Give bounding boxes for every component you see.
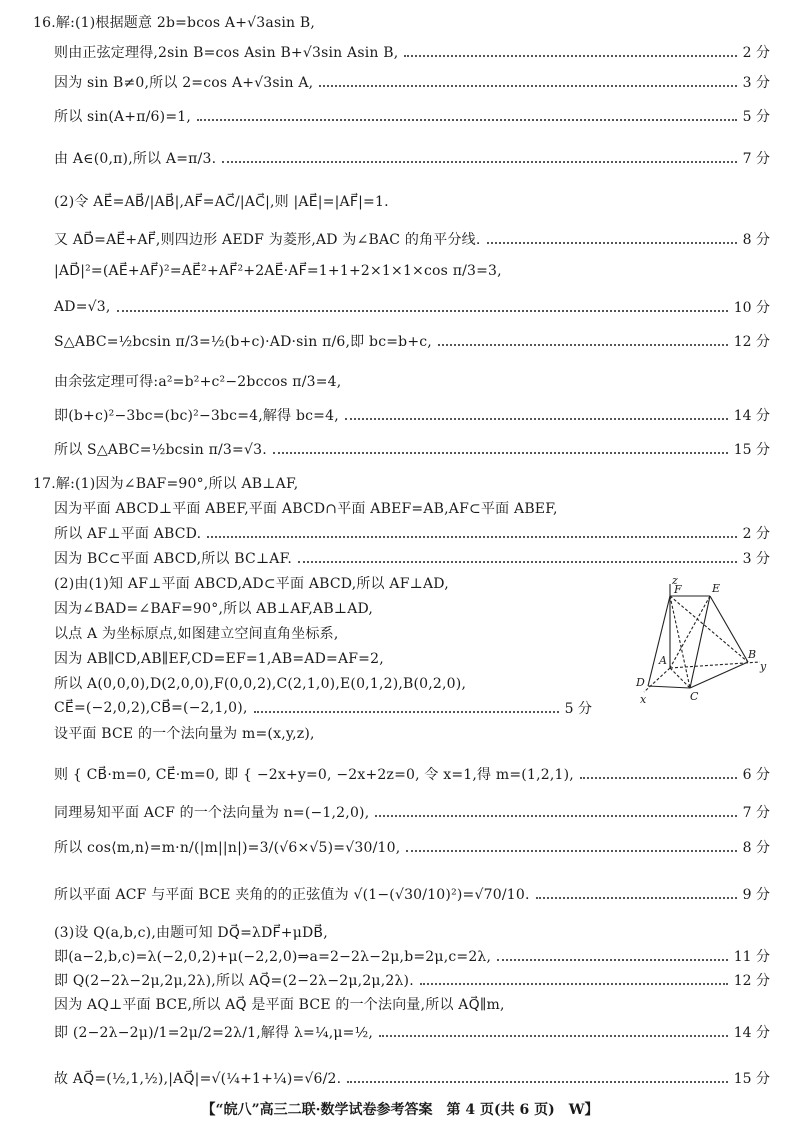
score-points: 14 分 <box>733 1025 770 1041</box>
leader-dots <box>345 417 728 420</box>
solution-line: 同理易知平面 ACF 的一个法向量为 n=(−1,2,0), 7 分 <box>54 802 770 822</box>
solution-line: 故 AQ⃗=(½,1,½),|AQ⃗|=√(¼+1+¼)=√6/2. 15 分 <box>54 1068 770 1088</box>
leader-dots <box>487 241 737 244</box>
solution-line: 即 (2−2λ−2μ)/1=2μ/2=2λ/1,解得 λ=¼,μ=½, 14 分 <box>54 1022 770 1042</box>
label-e: E <box>712 582 721 595</box>
score-points: 12 分 <box>733 973 770 989</box>
score-points: 5 分 <box>742 109 770 125</box>
leader-dots <box>536 896 737 899</box>
solution-line: |AD⃗|²=(AE⃗+AF⃗)²=AE⃗²+AF⃗²+2AE⃗·AF⃗=1+1+2×1×1×cos π/3=3, <box>54 263 502 279</box>
score-points: 14 分 <box>733 408 770 424</box>
leader-dots <box>117 309 728 312</box>
leader-dots <box>273 451 728 454</box>
solution-line: AD=√3, 10 分 <box>54 299 770 316</box>
edge-cb <box>690 662 748 688</box>
solution-line: 又 AD⃗=AE⃗+AF⃗,则四边形 AEDF 为菱形,AD 为∠BAC 的角平分线. 8 分 <box>54 229 770 249</box>
edge-ac <box>670 668 690 688</box>
label-a: A <box>659 654 667 667</box>
leader-dots <box>222 160 736 163</box>
solution-line: 所以平面 ACF 与平面 BCE 夹角的的正弦值为 √(1−(√30/10)²)=√70/10. 9 分 <box>54 884 770 904</box>
leader-dots <box>420 982 728 985</box>
leader-dots <box>438 343 728 346</box>
solution-line: 所以 AF⊥平面 ABCD. 2 分 <box>54 523 770 543</box>
leader-dots <box>406 849 736 852</box>
solution-line: S△ABC=½bcsin π/3=½(b+c)·AD·sin π/6,即 bc=b+c, 12 分 <box>54 331 770 351</box>
score-points: 2 分 <box>742 45 770 61</box>
leader-dots <box>254 710 559 713</box>
score-points: 7 分 <box>742 151 770 167</box>
x-axis <box>644 668 670 692</box>
solution-line: (3)设 Q(a,b,c),由题可知 DQ⃗=λDF⃗+μDB⃗, <box>54 925 328 941</box>
score-points: 6 分 <box>742 767 770 783</box>
label-x: x <box>640 693 647 706</box>
score-points: 9 分 <box>742 887 770 903</box>
label-c: C <box>690 690 699 703</box>
edge-ea <box>670 596 710 668</box>
solution-line: 所以 A(0,0,0),D(2,0,0),F(0,0,2),C(2,1,0),E(0,1,2),B(0,2,0), <box>54 676 467 692</box>
score-points: 10 分 <box>733 300 770 316</box>
score-points: 3 分 <box>742 551 770 567</box>
leader-dots <box>197 118 737 121</box>
edge-ec <box>690 596 710 688</box>
solution-line: 则 { CB⃗·m=0, CE⃗·m=0, 即 { −2x+y=0, −2x+2z=0, 令 x=1,得 m=(1,2,1), 6 分 <box>54 764 770 784</box>
leader-dots <box>379 1034 728 1037</box>
solution-line: 因为 BC⊂平面 ABCD,所以 BC⊥AF. 3 分 <box>54 548 770 568</box>
score-points: 8 分 <box>742 232 770 248</box>
edge-eb <box>710 596 748 662</box>
solution-line: 所以 cos⟨m,n⟩=m·n/(|m||n|)=3/(√6×√5)=√30/10, 8 分 <box>54 837 770 857</box>
solution-line: 因为 AB∥CD,AB∥EF,CD=EF=1,AB=AD=AF=2, <box>54 651 384 667</box>
solution-line: 由 A∈(0,π),所以 A=π/3. 7 分 <box>54 148 770 168</box>
label-b: B <box>748 648 757 661</box>
coordinate-solid-figure <box>632 576 772 706</box>
score-points: 12 分 <box>733 334 770 350</box>
leader-dots <box>580 776 737 779</box>
score-points: 5 分 <box>564 701 592 717</box>
score-points: 8 分 <box>742 840 770 856</box>
solution-line: 设平面 BCE 的一个法向量为 m=(x,y,z), <box>54 726 315 742</box>
solution-line: 即(b+c)²−3bc=(bc)²−3bc=4,解得 bc=4, 14 分 <box>54 405 770 425</box>
score-points: 7 分 <box>742 805 770 821</box>
label-f: F <box>674 583 682 596</box>
score-points: 11 分 <box>733 949 770 965</box>
label-z: z <box>672 576 678 587</box>
solution-line: (2)令 AE⃗=AB⃗/|AB⃗|,AF⃗=AC⃗/|AC⃗|,则 |AE⃗|=|AF⃗|=1. <box>54 194 389 210</box>
label-d: D <box>636 676 645 689</box>
leader-dots <box>404 54 736 57</box>
solution-line: 因为 AQ⊥平面 BCE,所以 AQ⃗ 是平面 BCE 的一个法向量,所以 AQ⃗∥m, <box>54 997 505 1013</box>
label-y: y <box>760 660 767 673</box>
leader-dots <box>319 84 736 87</box>
edge-fd <box>648 596 670 686</box>
solution-16-intro: 16.解:(1)根据题意 2b=bcos A+√3asin B, <box>33 15 316 31</box>
leader-dots <box>207 535 736 538</box>
leader-dots <box>347 1080 727 1083</box>
solution-line: 因为 sin B≠0,所以 2=cos A+√3sin A, 3 分 <box>54 72 770 92</box>
solution-line: 即(a−2,b,c)=λ(−2,0,2)+μ(−2,2,0)⇒a=2−2λ−2μ,b=2μ,c=2λ, 11 分 <box>54 946 770 966</box>
solution-line: 即 Q(2−2λ−2μ,2μ,2λ),所以 AQ⃗=(2−2λ−2μ,2μ,2λ). 12 分 <box>54 970 770 990</box>
edge-dc <box>648 686 690 688</box>
page-footer: 【“皖八”高三二联·数学试卷参考答案 第 4 页(共 6 页) W】 <box>201 1102 599 1118</box>
score-points: 2 分 <box>742 526 770 542</box>
leader-dots <box>375 814 736 817</box>
score-points: 15 分 <box>733 1071 770 1087</box>
solution-line: 因为平面 ABCD⊥平面 ABEF,平面 ABCD∩平面 ABEF=AB,AF⊂平面 ABEF, <box>54 501 558 517</box>
solution-line: 以点 A 为坐标原点,如图建立空间直角坐标系, <box>54 626 339 642</box>
solution-line: (2)由(1)知 AF⊥平面 ABCD,AD⊂平面 ABCD,所以 AF⊥AD, <box>54 576 449 592</box>
leader-dots <box>497 958 728 961</box>
leader-dots <box>298 560 737 563</box>
score-points: 15 分 <box>733 442 770 458</box>
solution-line: 所以 S△ABC=½bcsin π/3=√3. 15 分 <box>54 439 770 459</box>
score-points: 3 分 <box>742 75 770 91</box>
solution-line: 所以 sin(A+π/6)=1, 5 分 <box>54 106 770 126</box>
solution-line: CE⃗=(−2,0,2),CB⃗=(−2,1,0), 5 分 <box>54 700 592 717</box>
solution-line: 由余弦定理可得:a²=b²+c²−2bccos π/3=4, <box>54 374 342 390</box>
solution-line: 因为∠BAD=∠BAF=90°,所以 AB⊥AF,AB⊥AD, <box>54 601 374 617</box>
solution-line: 则由正弦定理得,2sin B=cos Asin B+√3sin Asin B, 2 分 <box>54 42 770 62</box>
solution-17-intro: 17.解:(1)因为∠BAF=90°,所以 AB⊥AF, <box>33 476 299 492</box>
